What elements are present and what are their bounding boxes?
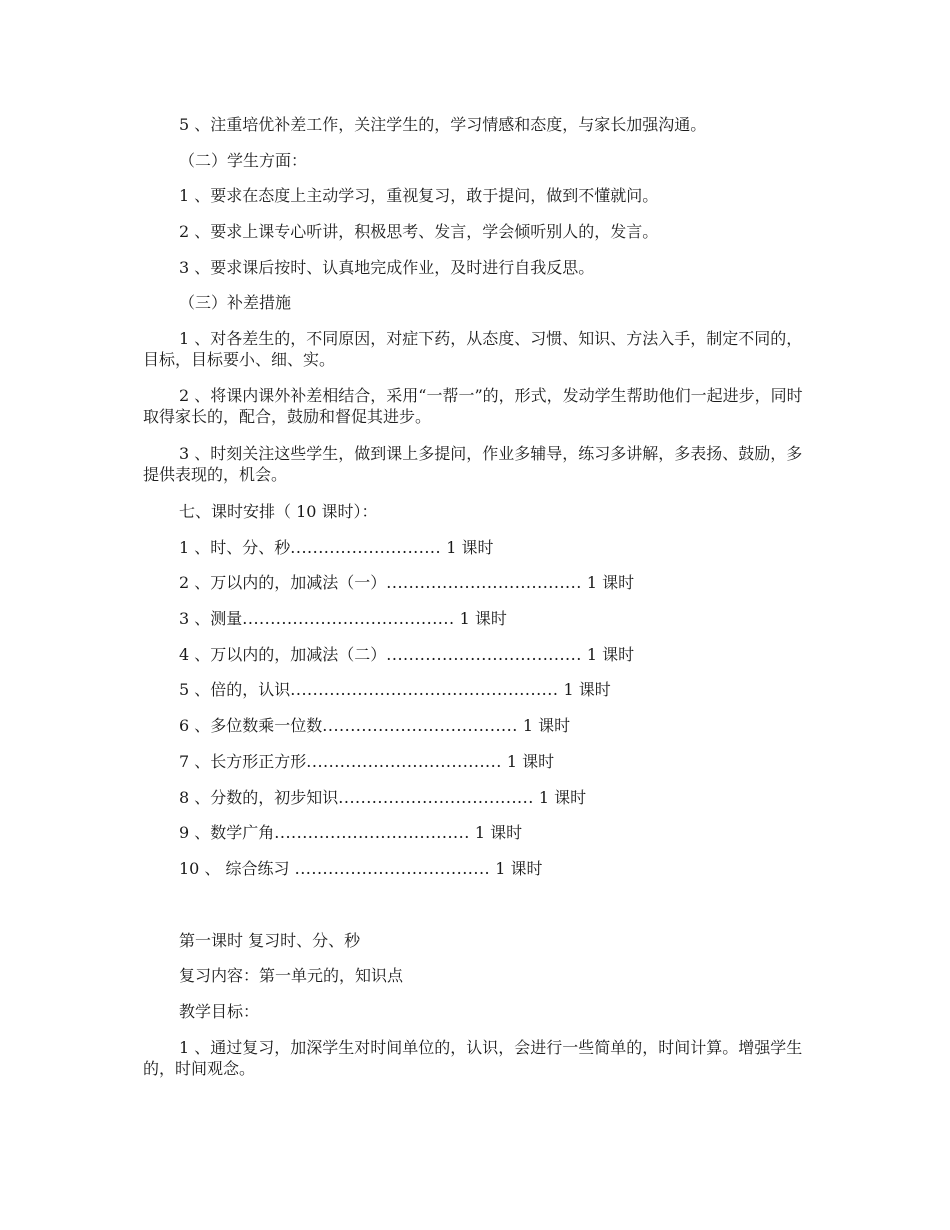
schedule-item-hours: 1 课时 [538, 788, 587, 807]
schedule-item-hours: 1 课时 [459, 609, 507, 628]
paragraph-teacher-item-5: 5 、注重培优补差工作，关注学生的，学习情感和态度，与家长加强沟通。 [179, 115, 707, 134]
schedule-item [179, 822, 522, 843]
paragraph-measure-2: 2 、将课内课外补差相结合，采用“一帮一”的，形式，发动学生帮助他们一起进步，同时取得家长的，配合，鼓励和督促其进步。 [143, 386, 803, 426]
lesson-goals-label: 教学目标： [179, 1002, 260, 1021]
schedule-item-label: 1 、时、分、秒 [179, 538, 291, 557]
schedule-item-hours: 1 课时 [563, 680, 611, 699]
lesson-title: 第一课时 复习时、分、秒 [179, 931, 361, 950]
schedule-item [179, 787, 586, 808]
schedule-item [179, 858, 543, 879]
schedule-item-leader: ................................... [322, 716, 518, 735]
schedule-item-label: 5 、倍的，认识 [179, 680, 291, 699]
schedule-item-label: 4 、万以内的，加减法（二） [179, 645, 387, 664]
schedule-item-leader: ................................... [274, 823, 470, 842]
paragraph-student-item-1: 1 、要求在态度上主动学习，重视复习，敢于提问，做到不懂就问。 [179, 186, 659, 205]
lesson-content: 复习内容：第一单元的，知识点 [179, 966, 404, 985]
schedule-item [179, 679, 611, 700]
schedule-item-leader: ........................... [290, 538, 442, 557]
schedule-item-leader: ................................... [306, 752, 502, 771]
heading-student-aspect: （二）学生方面： [179, 151, 308, 170]
paragraph-measure-1: 1 、对各差生的，不同原因，对症下药，从态度、习惯、知识、方法入手，制定不同的，目标，目标要小、细、实。 [143, 329, 803, 369]
schedule-item-label: 8 、分数的，初步知识 [179, 788, 339, 807]
lesson-goal-1: 1 、通过复习，加深学生对时间单位的，认识，会进行一些简单的，时间计算。增强学生的，时间观念。 [143, 1038, 803, 1078]
schedule-item-leader: ................................... [386, 573, 582, 592]
schedule-item [179, 644, 634, 665]
schedule-item-hours: 1 课时 [495, 859, 543, 878]
schedule-item-hours: 1 课时 [474, 823, 523, 842]
schedule-item-leader: ................................... [294, 859, 491, 878]
paragraph-student-item-3: 3 、要求课后按时、认真地完成作业，及时进行自我反思。 [179, 258, 595, 277]
schedule-item-hours: 1 课时 [586, 645, 635, 664]
heading-remedial-measures: （三）补差措施 [179, 293, 292, 312]
schedule-item [179, 751, 554, 772]
schedule-item-hours: 1 课时 [586, 573, 635, 592]
schedule-item-label: 6 、多位数乘一位数 [179, 716, 323, 735]
schedule-item-label: 10 、 综合练习 [179, 859, 295, 878]
schedule-item-leader: ................................... [386, 645, 582, 664]
heading-schedule: 七、课时安排（ 10 课时）： [179, 502, 378, 521]
schedule-item-label: 9 、数学广角 [179, 823, 275, 842]
schedule-item-hours: 1 课时 [522, 716, 571, 735]
paragraph-student-item-2: 2 、要求上课专心听讲，积极思考、发言，学会倾听别人的，发言。 [179, 222, 659, 241]
schedule-item-label: 2 、万以内的，加减法（一） [179, 573, 387, 592]
schedule-item-leader: ................................................ [290, 680, 559, 699]
schedule-item-leader: ................................... [338, 788, 534, 807]
paragraph-measure-3: 3 、时刻关注这些学生，做到课上多提问，作业多辅导，练习多讲解，多表扬、鼓励，多提供表现的，机会。 [143, 444, 803, 484]
schedule-item-hours: 1 课时 [446, 538, 494, 557]
schedule-item [179, 572, 634, 593]
schedule-item [179, 537, 493, 558]
schedule-item-leader: ...................................... [242, 609, 455, 628]
schedule-item [179, 608, 507, 629]
schedule-item-hours: 1 课时 [506, 752, 555, 771]
schedule-item-label: 3 、测量 [179, 609, 243, 628]
schedule-item-label: 7 、长方形正方形 [179, 752, 307, 771]
schedule-item [179, 715, 570, 736]
